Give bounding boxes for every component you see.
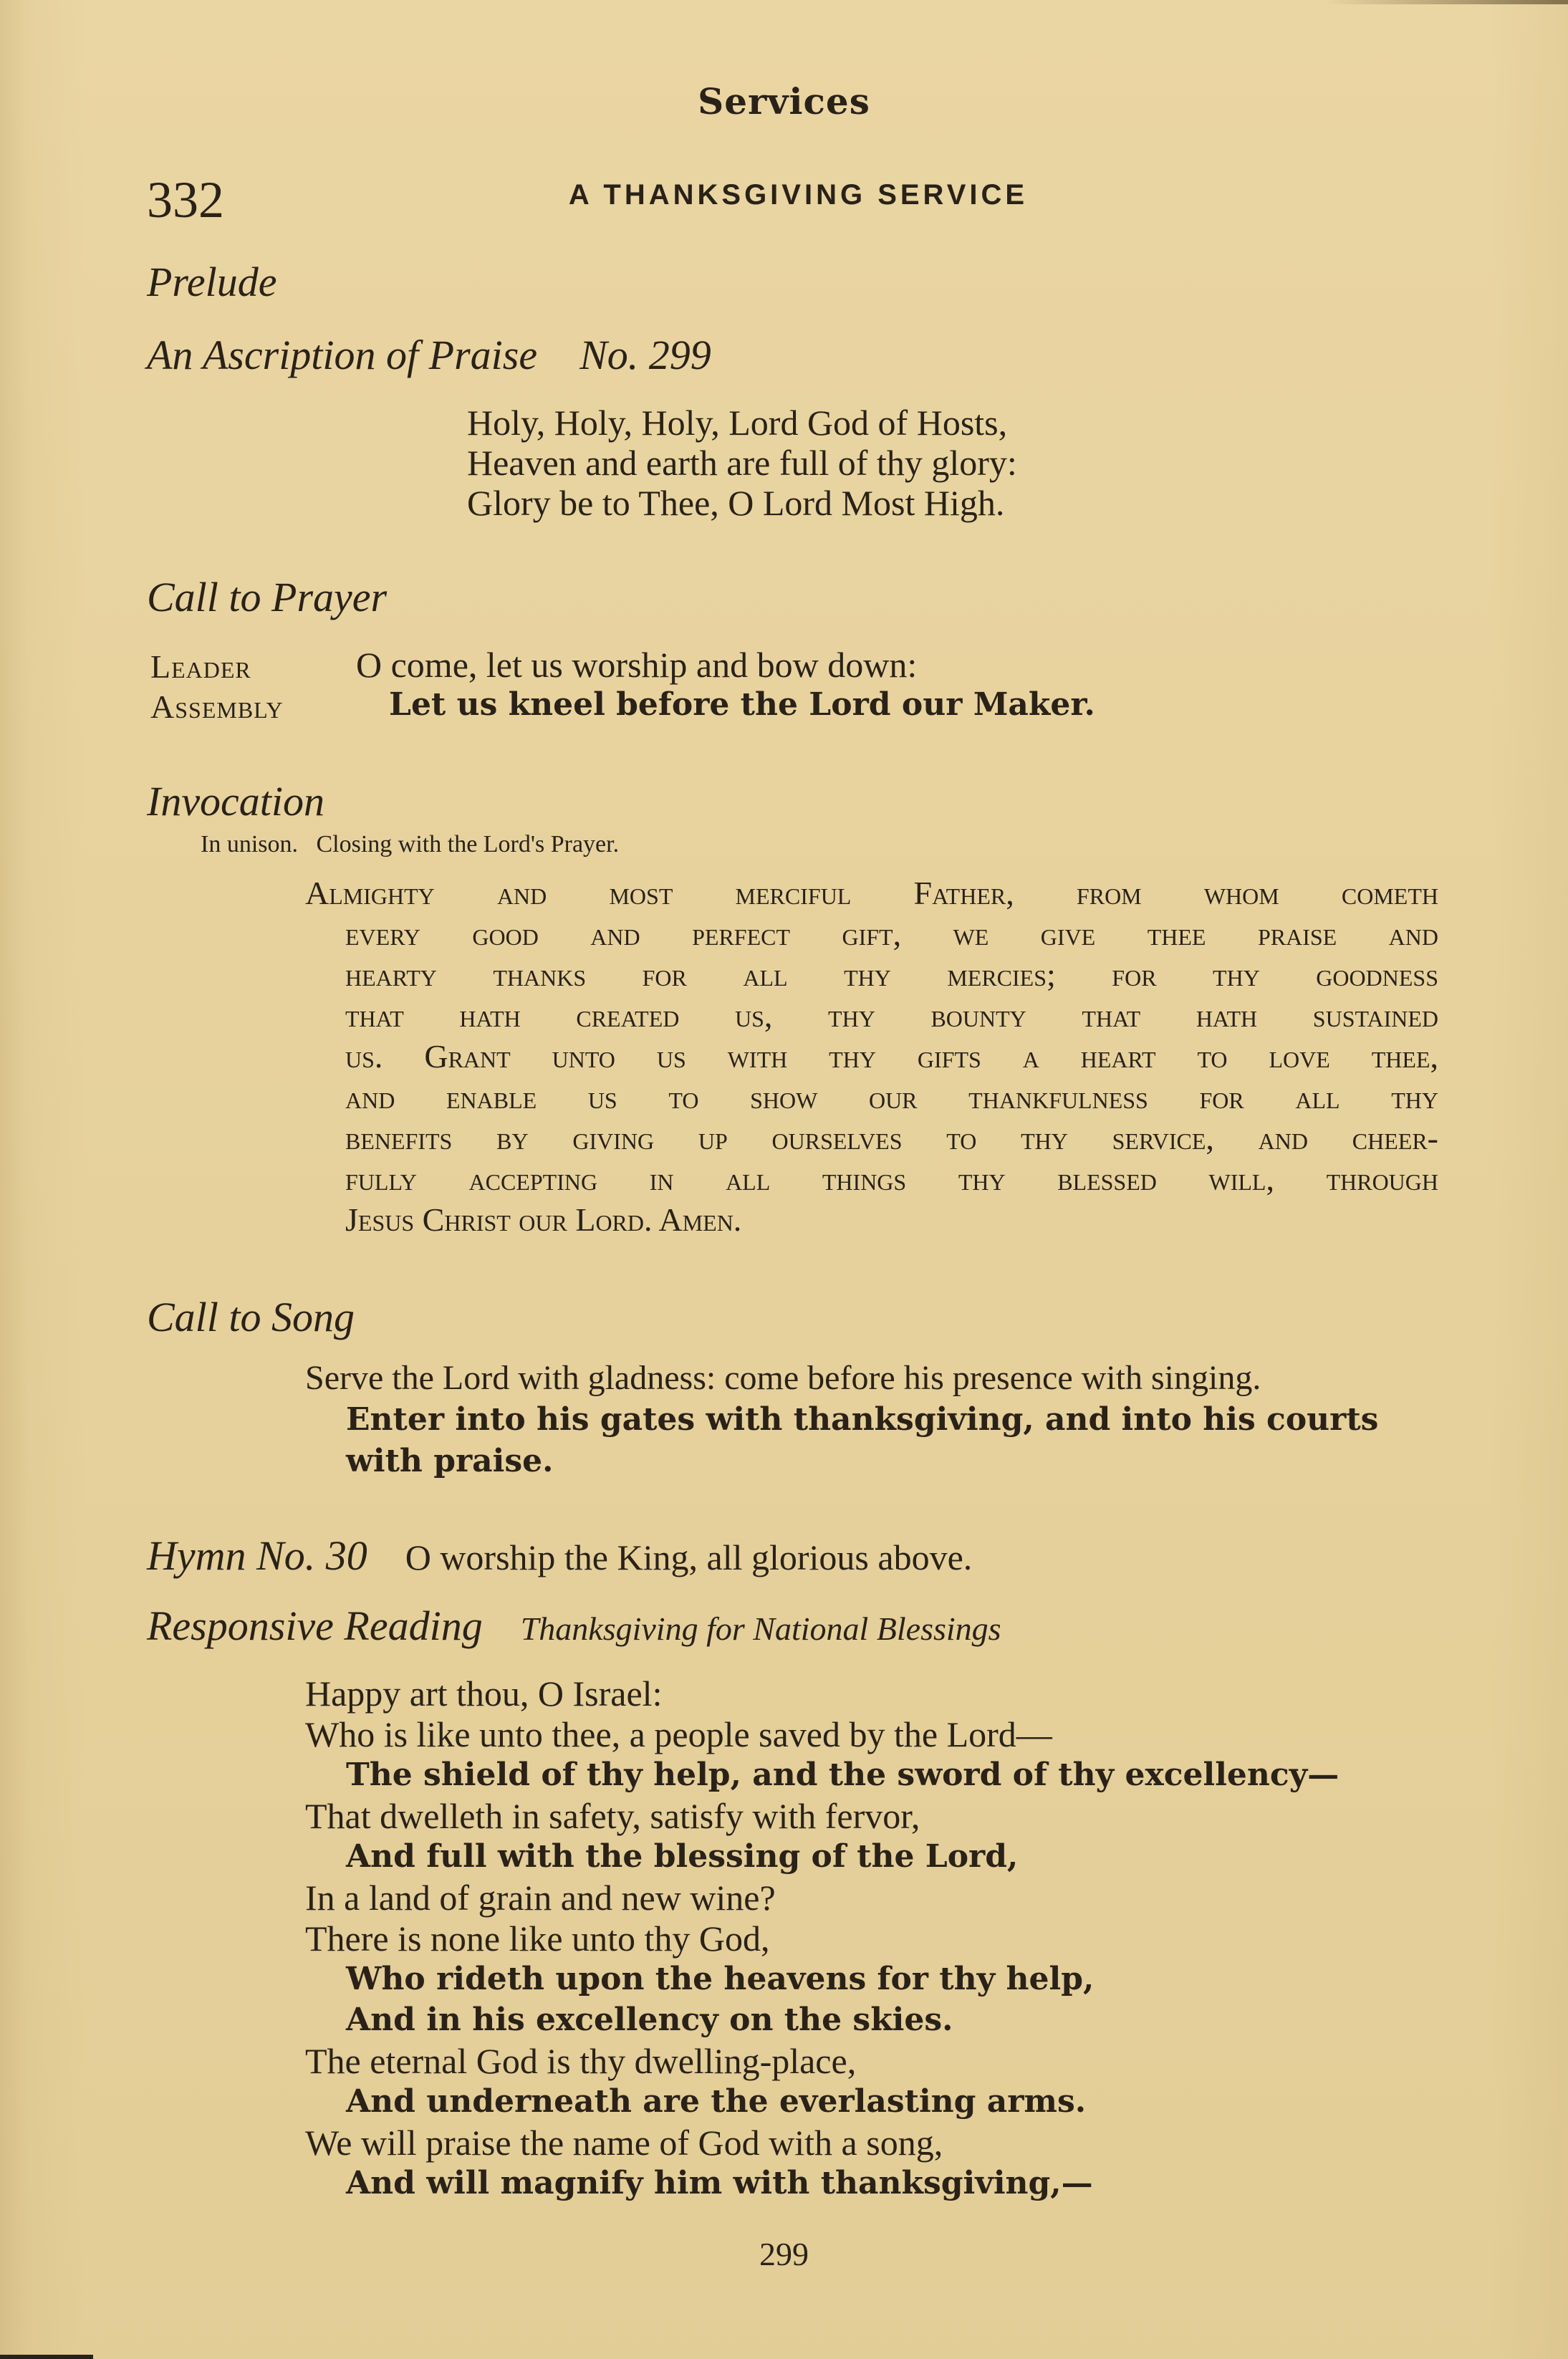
responsive-reading-title: Responsive Reading	[147, 1603, 483, 1649]
reading-line-response: And underneath are the everlasting arms.	[346, 2083, 1087, 2120]
reading-line-response: And will magnify him with thanksgiving,—	[346, 2165, 1093, 2201]
prayer-line: Jesus Christ our Lord. Amen.	[345, 1201, 742, 1238]
prayer-line: Almighty and most merciful Father, from whom cometh	[305, 875, 1438, 911]
leader-label: Leader	[150, 648, 251, 685]
assembly-label: Assembly	[150, 688, 284, 725]
ascription-title: An Ascription of Praise	[147, 332, 538, 378]
call-to-song-leader: Serve the Lord with gladness: come before his presence with singing.	[305, 1359, 1261, 1397]
prayer-line: that hath created us, thy bounty that hath sustained	[345, 997, 1438, 1034]
running-head: Services	[698, 80, 870, 122]
assembly-text: Let us kneel before the Lord our Maker.	[389, 686, 1095, 723]
reading-line-response: Who rideth upon the heavens for thy help,	[346, 1961, 1095, 1997]
reading-line-leader: Who is like unto thee, a people saved by the Lord—	[305, 1714, 1052, 1754]
prayer-line: fully accepting in all things thy blessed will, through	[345, 1161, 1438, 1197]
reading-line-leader: We will praise the name of God with a song,	[305, 2123, 943, 2163]
prayer-line: benefits by giving up ourselves to thy service, and cheer-	[345, 1120, 1438, 1156]
invocation-heading: Invocation	[147, 778, 325, 825]
responsive-reading-heading	[147, 1602, 1001, 1650]
reading-line-leader: The eternal God is thy dwelling-place,	[305, 2041, 857, 2081]
reading-line-response: And in his excellency on the skies.	[346, 2002, 953, 2038]
call-to-song-response-2: with praise.	[346, 1443, 554, 1479]
call-to-prayer-heading: Call to Prayer	[147, 574, 388, 620]
ascription-line-2: Heaven and earth are full of thy glory:	[467, 443, 1017, 483]
service-number: 332	[147, 171, 224, 229]
page-bottom-edge-shadow	[0, 2355, 93, 2359]
prelude-heading: Prelude	[147, 259, 277, 305]
hymn-heading	[147, 1532, 972, 1580]
prayer-line: and enable us to show our thankfulness for all thy	[345, 1079, 1438, 1115]
hymn-number: Hymn No. 30	[147, 1532, 367, 1579]
prayer-line: hearty thanks for all thy mercies; for thy goodness	[345, 956, 1438, 993]
ascription-heading	[147, 331, 711, 379]
page-number: 299	[759, 2236, 809, 2272]
ascription-reference: No. 299	[579, 332, 711, 378]
invocation-prayer	[305, 873, 1438, 1240]
reading-line-leader: Happy art thou, O Israel:	[305, 1673, 663, 1714]
call-to-song-response-1: Enter into his gates with thanksgiving, and into his courts	[346, 1401, 1379, 1438]
reading-line-leader: That dwelleth in safety, satisfy with fervor,	[305, 1796, 920, 1836]
ascription-line-1: Holy, Holy, Holy, Lord God of Hosts,	[467, 403, 1008, 443]
prayer-line: every good and perfect gift, we give thee praise and	[345, 916, 1438, 952]
page-top-edge-shadow	[1325, 0, 1568, 4]
hymn-title: O worship the King, all glorious above.	[405, 1537, 973, 1577]
invocation-rubric: In unison. Closing with the Lord's Prayer.	[201, 831, 620, 857]
reading-line-leader: There is none like unto thy God,	[305, 1918, 770, 1959]
reading-line-response: The shield of thy help, and the sword of thy excellency—	[346, 1757, 1339, 1793]
service-title: A THANKSGIVING SERVICE	[568, 179, 1029, 211]
reading-line-response: And full with the blessing of the Lord,	[346, 1838, 1019, 1875]
leader-text: O come, let us worship and bow down:	[356, 645, 918, 685]
call-to-song-heading: Call to Song	[147, 1294, 355, 1340]
reading-line-leader: In a land of grain and new wine?	[305, 1878, 776, 1918]
ascription-line-3: Glory be to Thee, O Lord Most High.	[467, 483, 1005, 523]
responsive-reading-subtitle: Thanksgiving for National Blessings	[520, 1610, 1001, 1647]
prayer-line: us. Grant unto us with thy gifts a heart to love thee,	[345, 1038, 1438, 1075]
